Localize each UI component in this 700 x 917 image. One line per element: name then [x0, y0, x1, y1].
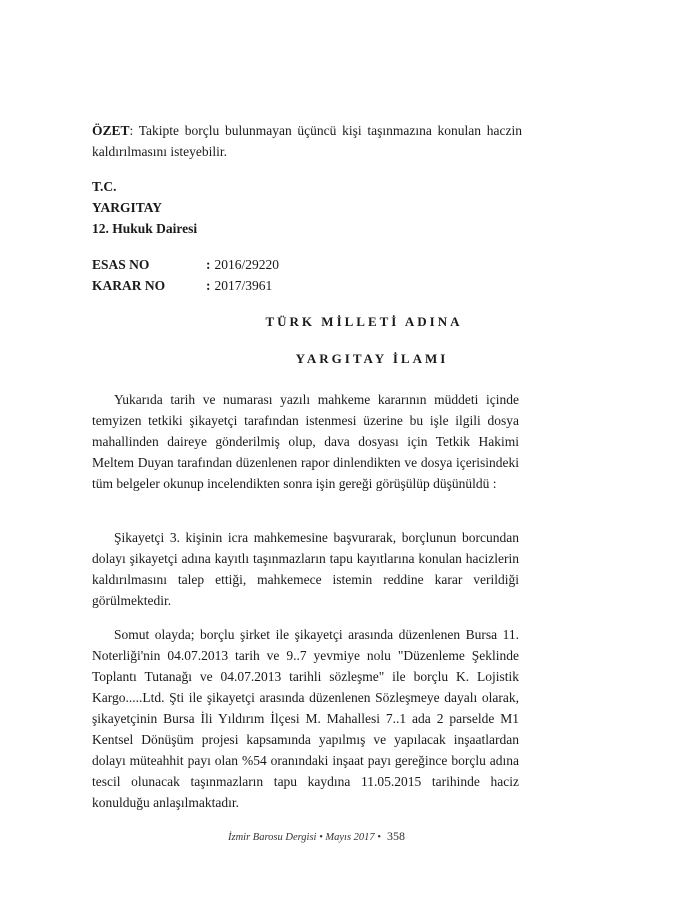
court-header	[92, 176, 197, 239]
esas-no-value: 2016/29220	[214, 257, 280, 272]
esas-no-label: ESAS NO	[92, 257, 150, 272]
decision-heading: YARGITAY İLAMI	[295, 351, 449, 366]
body-paragraph-1: Yukarıda tarih ve numarası yazılı mahkeme kararının müddeti içinde temyizen tetkiki şikayetçi tarafından istenmesi üzerine bu işle ilgili dosya mahallinden daireye gönderilmiş olup, dava dosyası için Tetkik Hakimi Meltem Duyan tarafından düzenlenen rapor dinlendikten ve dosya içerisindeki tüm belgeler okunup incelendikten sonra işin gereği görüşülüp düşünüldü :	[92, 392, 519, 491]
court-chamber: 12. Hukuk Dairesi	[92, 221, 198, 236]
summary	[92, 120, 522, 162]
body-paragraph-3: Somut olayda; borçlu şirket ile şikayetçi arasında düzenlenen Bursa 11. Noterliği'nin 04.07.2013 tarih ve 9..7 yevmiye nolu "Düzenleme Şeklinde Toplantı Tutanağı ve 04.07.2013 tarihli sözleşme" ile borçlu K. Lojistik Kargo.....Ltd. Şti ile şikayetçi arasında düzenlenen Sözleşmeye dayalı olarak, şikayetçinin Bursa İli Yıldırım İlçesi M. Mahallesi 7..1 ada 2 parselde M1 Kentsel Dönüşüm projesi kapsamında yapılmış ve yapılacak inşaatlardan dolayı müteahhit payı olan %54 oranındaki inşaat payı gereğince borçlu adına tescil olunacak taşınmazların tapu kaydına 11.05.2015 tarihinde haciz konulduğu anlaşılmaktadır.	[92, 627, 519, 810]
karar-no-row	[92, 275, 279, 296]
summary-label: ÖZET	[92, 123, 130, 138]
esas-no-row	[92, 254, 279, 275]
court-country: T.C.	[92, 179, 117, 194]
summary-text: : Takipte borçlu bulunmayan üçüncü kişi taşınmazına konulan haczin kaldırılmasını isteyebilir.	[92, 123, 522, 159]
journal-name: İzmir Barosu Dergisi • Mayıs 2017 •	[228, 832, 381, 843]
court-name: YARGITAY	[92, 200, 163, 215]
page-number: 358	[387, 829, 405, 843]
esas-no-colon: :	[206, 257, 211, 272]
body-paragraph-2: Şikayetçi 3. kişinin icra mahkemesine başvurarak, borçlunun borcundan dolayı şikayetçi adına kayıtlı taşınmazların tapu kayıtlarına konulan hacizlerin kaldırılmasını talep ettiği, mahkemece istemin reddine karar verildiği görülmektedir.	[92, 530, 519, 608]
page-footer	[228, 829, 405, 844]
nation-heading: TÜRK MİLLETİ ADINA	[265, 314, 463, 329]
karar-no-value: 2017/3961	[214, 278, 273, 293]
karar-no-colon: :	[206, 278, 211, 293]
karar-no-label: KARAR NO	[92, 278, 166, 293]
case-references	[92, 254, 279, 296]
